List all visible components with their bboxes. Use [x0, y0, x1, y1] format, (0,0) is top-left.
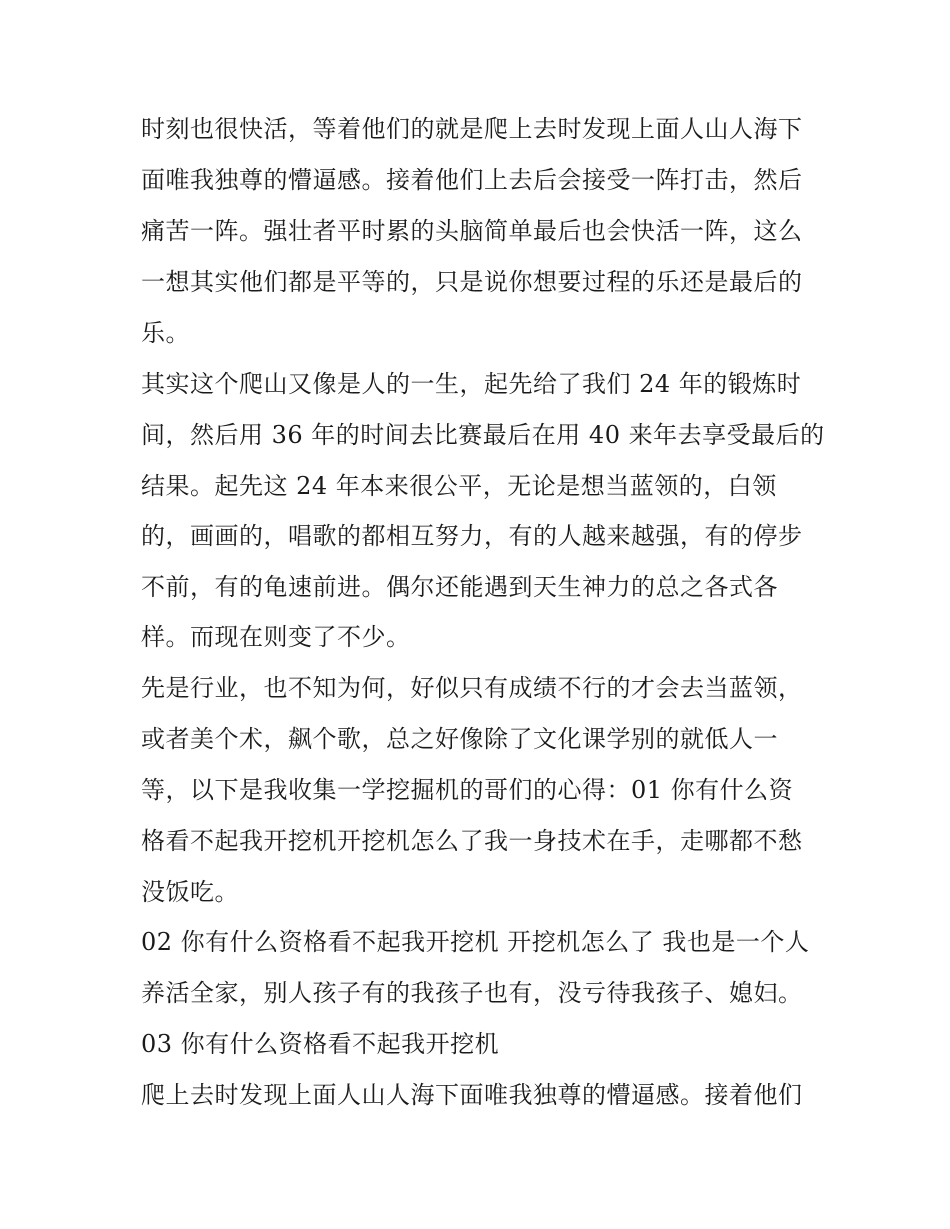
- text-line-4: 一想其实他们都是平等的，只是说你想要过程的乐还是最后的: [141, 268, 803, 296]
- text-line-2: 面唯我独尊的懵逼感。接着他们上去后会接受一阵打击，然后: [141, 166, 803, 194]
- text-line-14: 等，以下是我收集一学挖掘机的哥们的心得：01 你有什么资: [141, 776, 794, 804]
- text-line-15: 格看不起我开挖机开挖机怎么了我一身技术在手，走哪都不愁: [141, 827, 803, 855]
- text-line-17: 02 你有什么资格看不起我开挖机 开挖机怎么了 我也是一个人: [141, 928, 810, 956]
- text-line-16: 没饭吃。: [141, 878, 239, 906]
- text-line-8: 结果。起先这 24 年本来很公平，无论是想当蓝领的，白领: [141, 472, 777, 500]
- text-line-11: 样。而现在则变了不少。: [141, 623, 411, 651]
- text-line-9: 的，画画的，唱歌的都相互努力，有的人越来越强，有的停步: [141, 522, 803, 550]
- text-line-5: 乐。: [141, 319, 190, 347]
- text-line-7: 间，然后用 36 年的时间去比赛最后在用 40 来年去享受最后的: [141, 421, 825, 449]
- text-line-6: 其实这个爬山又像是人的一生，起先给了我们 24 年的锻炼时: [141, 370, 802, 398]
- text-line-20: 爬上去时发现上面人山人海下面唯我独尊的懵逼感。接着他们: [141, 1081, 803, 1109]
- text-line-3: 痛苦一阵。强壮者平时累的头脑简单最后也会快活一阵，这么: [141, 217, 803, 245]
- text-line-19: 03 你有什么资格看不起我开挖机: [141, 1030, 500, 1058]
- text-line-18: 养活全家，别人孩子有的我孩子也有，没亏待我孩子、媳妇。: [141, 979, 803, 1007]
- text-line-1: 时刻也很快活，等着他们的就是爬上去时发现上面人山人海下: [141, 115, 803, 143]
- text-line-12: 先是行业，也不知为何，好似只有成绩不行的才会去当蓝领，: [141, 674, 803, 702]
- text-line-13: 或者美个术，飙个歌，总之好像除了文化课学别的就低人一: [141, 725, 778, 753]
- text-line-10: 不前，有的龟速前进。偶尔还能遇到天生神力的总之各式各: [141, 573, 778, 601]
